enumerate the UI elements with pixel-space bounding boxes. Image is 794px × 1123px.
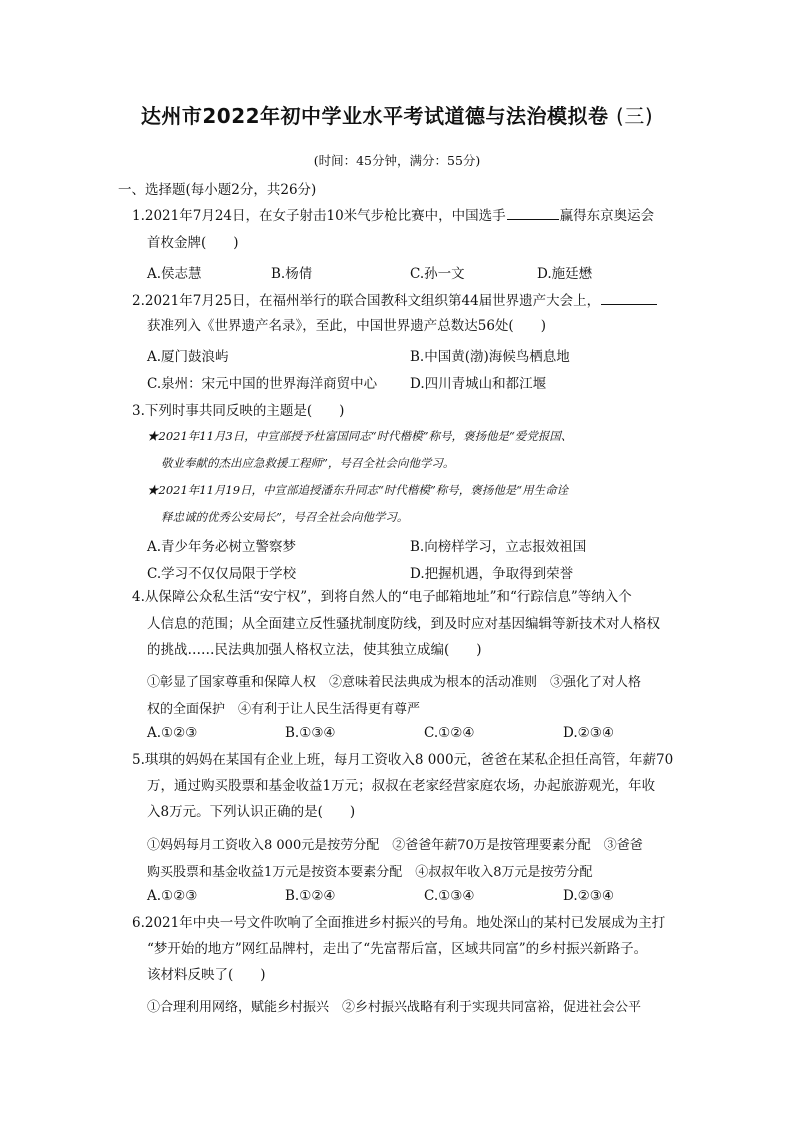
q6-statement-1: ①合理利用网络，赋能乡村振兴 ②乡村振兴战略有利于实现共同富裕，促进社会公平 [147, 1000, 642, 1015]
question-6-line2: “梦开始的地方”网红品牌村，走出了“先富帮后富，区域共同富”的乡村振兴新路子。 [147, 941, 648, 957]
q4-option-a: A.①②③ [147, 725, 198, 741]
q1-option-b: B.杨倩 [271, 266, 313, 282]
section-heading: 一、选择题(每小题2分，共26分) [118, 182, 317, 198]
q3-material-1b: 敬业奉献的杰出应急救援工程师”，号召全社会向他学习。 [161, 456, 455, 470]
q3-material-2a: ★2021年11月19日，中宣部追授潘东升同志“时代楷模”称号，褒扬他是“用生命诠 [147, 483, 569, 497]
q4-option-c: C.①②④ [424, 725, 475, 741]
answer-blank [601, 290, 657, 305]
question-4-line3: 的挑战……民法典加强人格权立法，使其独立成编( ) [147, 642, 482, 658]
question-5-line2: 万，通过购买股票和基金收益1万元；叔叔在老家经营家庭农场，办起旅游观光，年收 [147, 778, 656, 794]
question-2-line2: 获准列入《世界遗产名录》，至此，中国世界遗产总数达56处( ) [147, 318, 546, 334]
q5-statement-2: 购买股票和基金收益1万元是按资本要素分配 ④叔叔年收入8万元是按劳分配 [147, 865, 593, 880]
question-3-line1: 3.下列时事共同反映的主题是( ) [132, 403, 345, 419]
title-text: 达州市2022年初中学业水平考试道德与法治模拟卷 [140, 104, 609, 128]
q3-option-d: D.把握机遇，争取得到荣誉 [410, 566, 574, 582]
q3-option-b: B.向榜样学习，立志报效祖国 [410, 539, 587, 555]
q1-option-d: D.施廷懋 [537, 266, 593, 282]
q4-option-b: B.①③④ [285, 725, 336, 741]
q4-statement-2: 权的全面保护 ④有利于让人民生活得更有尊严 [147, 702, 421, 717]
q3-material-1a: ★2021年11月3日，中宣部授予杜富国同志“时代楷模”称号，褒扬他是“爱党报国、 [147, 429, 573, 443]
q3-material-2b: 释忠诚的优秀公安局长”，号召全社会向他学习。 [161, 510, 409, 524]
q1-text-a: 1.2021年7月24日，在女子射击10米气步枪比赛中，中国选手 [132, 208, 506, 224]
q2-option-a: A.厦门鼓浪屿 [147, 349, 229, 365]
q2-option-d: D.四川青城山和都江堰 [410, 376, 547, 392]
title-suffix: (三) [616, 104, 654, 128]
question-5-line1: 5.琪琪的妈妈在某国有企业上班，每月工资收入8 000元，爸爸在某私企担任高管，年薪70 [132, 752, 674, 768]
time-info: (时间：45分钟，满分：55分) [313, 153, 481, 168]
q2-option-c: C.泉州：宋元中国的世界海洋商贸中心 [147, 376, 378, 392]
question-4-line1: 4.从保障公众私生活“安宁权”，到将自然人的“电子邮箱地址”和“行踪信息”等纳入个 [132, 589, 632, 605]
question-1-line1 [132, 203, 654, 231]
question-5-line3: 入8万元。下列认识正确的是( ) [147, 804, 356, 820]
question-6-line3: 该材料反映了( ) [147, 967, 266, 983]
q1-option-c: C.孙一文 [410, 266, 465, 282]
q1-text-b: 赢得东京奥运会 [559, 208, 655, 224]
q1-option-a: A.侯志慧 [147, 266, 202, 282]
q5-option-a: A.①②③ [147, 888, 198, 904]
q5-option-b: B.①②④ [285, 888, 336, 904]
question-2-line1 [132, 288, 658, 316]
q5-statement-1: ①妈妈每月工资收入8 000元是按劳分配 ②爸爸年薪70万是按管理要素分配 ③爸爸 [147, 838, 643, 853]
question-1-line2: 首枚金牌( ) [147, 235, 239, 251]
question-6-line1: 6.2021年中央一号文件吹响了全面推进乡村振兴的号角。地处深山的某村已发展成为主打 [132, 915, 666, 931]
page-title [0, 100, 794, 129]
q2-option-b: B.中国黄(渤)海候鸟栖息地 [410, 349, 570, 365]
question-4-line2: 人信息的范围；从全面建立反性骚扰制度防线，到及时应对基因编辑等新技术对人格权 [147, 616, 660, 632]
q4-statement-1: ①彰显了国家尊重和保障人权 ②意味着民法典成为根本的活动准则 ③强化了对人格 [147, 675, 642, 690]
q5-option-c: C.①③④ [424, 888, 475, 904]
q4-option-d: D.②③④ [563, 725, 614, 741]
q5-option-d: D.②③④ [563, 888, 614, 904]
q3-option-c: C.学习不仅仅局限于学校 [147, 566, 297, 582]
q3-option-a: A.青少年务必树立警察梦 [147, 539, 297, 555]
q2-text: 2.2021年7月25日，在福州举行的联合国教科文组织第44届世界遗产大会上， [132, 293, 601, 309]
answer-blank [507, 205, 559, 220]
